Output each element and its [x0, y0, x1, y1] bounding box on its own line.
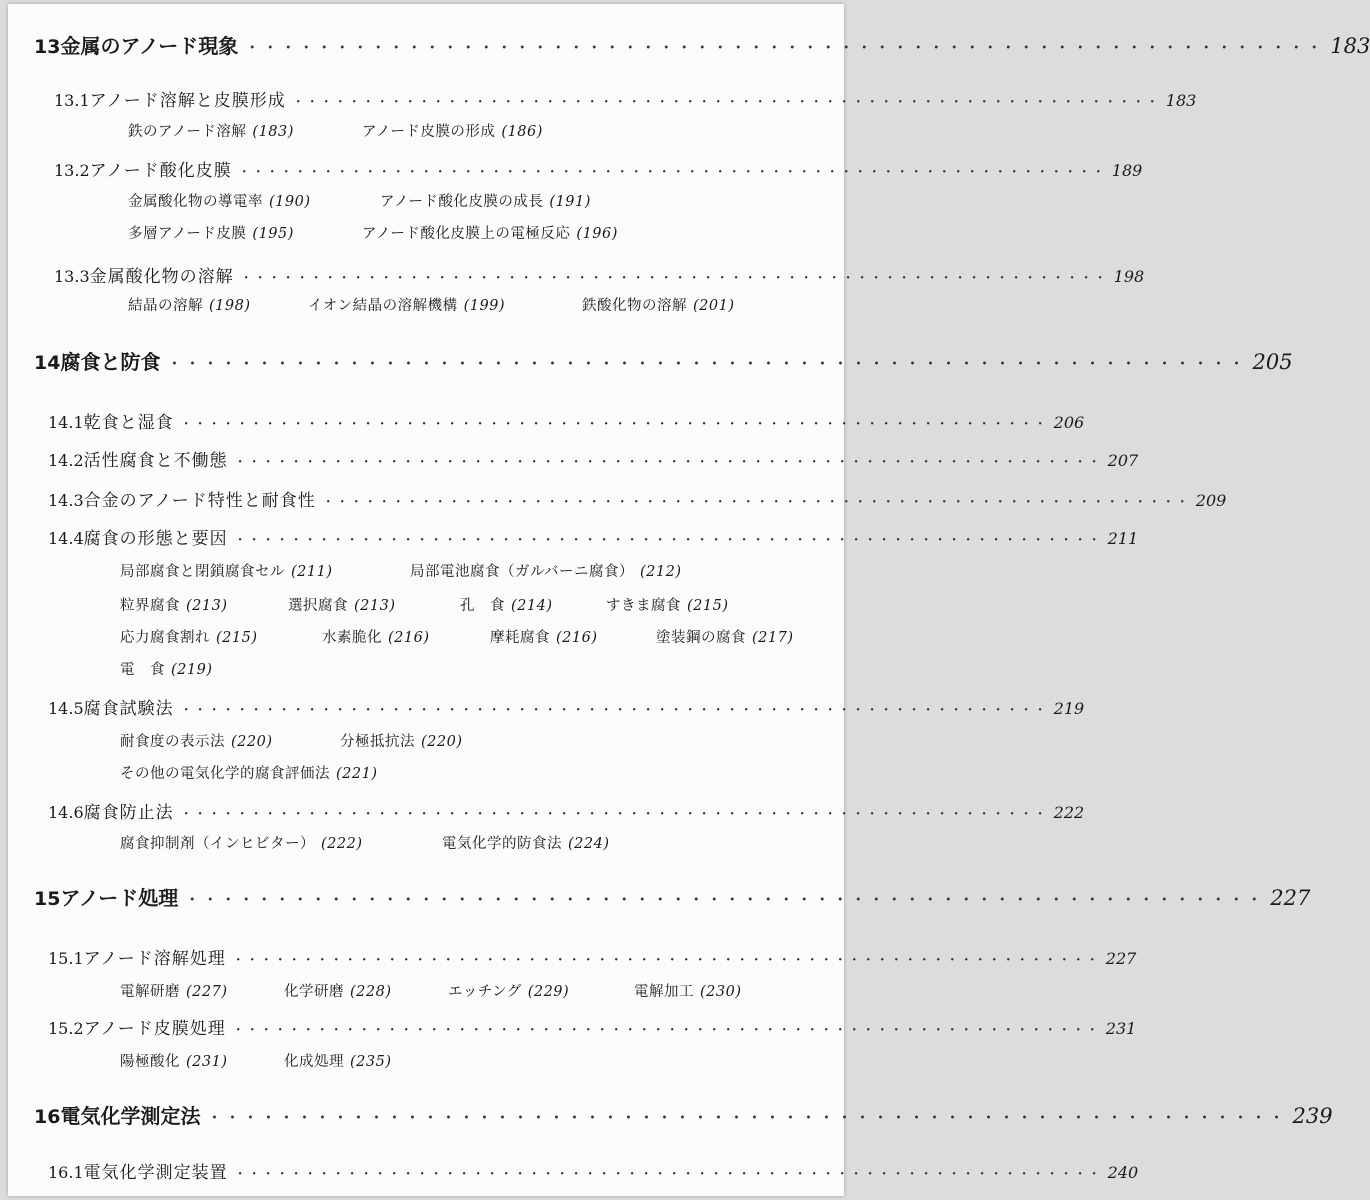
subtopic-title: 電 食 — [120, 662, 165, 678]
subtopic — [490, 626, 598, 647]
section-page: 211 — [1107, 529, 1139, 548]
subtopic-title: 塗装鋼の腐食 — [656, 630, 746, 646]
leader-dots: ・・・・・・・・・・・・・・・・・・・・・・・・・・・・・・・・・・・・・・・・・・・・・・・・・・・・・・・・・・・・・・ — [233, 455, 1102, 470]
subtopic — [128, 190, 311, 211]
section-title: アノード皮膜処理 — [83, 1019, 226, 1039]
leader-dots: ・・・・・・・・・・・・・・・・・・・・・・・・・・・・・・・・・・・・・・・・・・・・・・・・・・・・・・・・・・・・ — [244, 38, 1325, 57]
chapter-title: 電気化学測定法 — [60, 1104, 201, 1128]
section-entry — [48, 486, 1227, 511]
section-title: 金属酸化物の溶解 — [89, 267, 234, 287]
section-number: 14.6 — [48, 803, 84, 822]
subtopic-title: 選択腐食 — [288, 598, 348, 614]
subtopic-title: 鉄のアノード溶解 — [128, 124, 247, 140]
section-entry — [48, 524, 1139, 549]
section-page: 209 — [1195, 491, 1227, 510]
subtopic-page: (213) — [354, 598, 396, 614]
subtopic-page: (183) — [252, 124, 294, 140]
subtopic-page: (230) — [700, 984, 742, 1000]
subtopic-title: アノード酸化皮膜上の電極反応 — [362, 226, 571, 242]
subtopic-page: (216) — [388, 630, 430, 646]
chapter-page: 205 — [1252, 350, 1293, 374]
subtopic — [340, 730, 463, 751]
subtopic — [656, 626, 794, 647]
leader-dots: ・・・・・・・・・・・・・・・・・・・・・・・・・・・・・・・・・・・・・・・・・・・・・・・・・・・・・・・・・・・・ — [166, 354, 1247, 373]
chapter-page: 227 — [1270, 886, 1311, 910]
leader-dots: ・・・・・・・・・・・・・・・・・・・・・・・・・・・・・・・・・・・・・・・・・・・・・・・・・・・・・・・・・・・・・・ — [179, 703, 1048, 718]
subtopic-title: 分極抵抗法 — [340, 734, 415, 750]
subtopic — [288, 594, 396, 615]
leader-dots: ・・・・・・・・・・・・・・・・・・・・・・・・・・・・・・・・・・・・・・・・・・・・・・・・・・・・・・・・・・・・・・ — [179, 807, 1048, 822]
subtopic — [120, 832, 363, 853]
subtopic — [308, 294, 505, 315]
section-number: 14.4 — [48, 529, 84, 548]
subtopic — [448, 980, 569, 1001]
subtopic-page: (222) — [321, 836, 363, 852]
subtopic-title: 鉄酸化物の溶解 — [582, 298, 687, 314]
subtopic-title: 腐食抑制剤（インヒビター） — [120, 836, 315, 852]
leader-dots: ・・・・・・・・・・・・・・・・・・・・・・・・・・・・・・・・・・・・・・・・・・・・・・・・・・・・・・・・・・・・・・ — [233, 1167, 1102, 1182]
subtopic-title: 電解研磨 — [120, 984, 180, 1000]
subtopic — [582, 294, 735, 315]
section-title: 合金のアノード特性と耐食性 — [83, 491, 316, 511]
subtopic-page: (196) — [576, 226, 618, 242]
subtopic — [606, 594, 729, 615]
section-number: 14.5 — [48, 699, 84, 718]
subtopic-page: (219) — [171, 662, 213, 678]
subtopic-page: (216) — [556, 630, 598, 646]
section-page: 183 — [1165, 91, 1197, 110]
subtopic — [120, 762, 378, 783]
section-title: 腐食の形態と要因 — [83, 529, 228, 549]
subtopic-page: (211) — [291, 564, 333, 580]
subtopic-page: (217) — [752, 630, 794, 646]
section-title: 腐食防止法 — [83, 803, 174, 823]
subtopic — [284, 980, 392, 1001]
subtopic-page: (235) — [350, 1054, 392, 1070]
subtopic-page: (214) — [511, 598, 553, 614]
subtopic — [120, 594, 228, 615]
section-title: アノード溶解と皮膜形成 — [89, 91, 286, 111]
section-entry — [48, 694, 1085, 719]
subtopic — [120, 626, 258, 647]
subtopic-page: (198) — [209, 298, 251, 314]
section-number: 16.1 — [48, 1163, 84, 1182]
subtopic-title: 化成処理 — [284, 1054, 344, 1070]
subtopic — [128, 120, 294, 141]
subtopic-page: (220) — [231, 734, 273, 750]
subtopic — [128, 222, 294, 243]
subtopic — [442, 832, 610, 853]
subtopic-page: (231) — [186, 1054, 228, 1070]
subtopic-page: (224) — [568, 836, 610, 852]
section-title: アノード酸化皮膜 — [89, 161, 232, 181]
subtopic-title: アノード酸化皮膜の成長 — [380, 194, 544, 210]
section-number: 14.3 — [48, 491, 84, 510]
section-title: 腐食試験法 — [83, 699, 174, 719]
subtopic-page: (199) — [463, 298, 506, 314]
subtopic-title: イオン結晶の溶解機構 — [308, 298, 458, 314]
section-entry — [48, 1158, 1139, 1183]
subtopic — [322, 626, 430, 647]
chapter-page: 183 — [1330, 34, 1370, 58]
subtopic-page: (212) — [639, 564, 682, 580]
section-entry — [54, 86, 1197, 111]
chapter-entry — [34, 1100, 1333, 1129]
section-page: 198 — [1113, 267, 1145, 286]
subtopic — [410, 560, 681, 581]
subtopic — [120, 658, 213, 679]
section-title: アノード溶解処理 — [83, 949, 226, 969]
subtopic-title: エッチング — [448, 984, 522, 1000]
leader-dots: ・・・・・・・・・・・・・・・・・・・・・・・・・・・・・・・・・・・・・・・・・・・・・・・・・・・・・・・・・・・・・・ — [237, 165, 1106, 180]
section-entry — [48, 446, 1139, 471]
subtopic-title: 水素脆化 — [322, 630, 382, 646]
subtopic — [634, 980, 742, 1001]
section-page: 189 — [1111, 161, 1143, 180]
subtopic — [380, 190, 591, 211]
leader-dots: ・・・・・・・・・・・・・・・・・・・・・・・・・・・・・・・・・・・・・・・・・・・・・・・・・・・・・・・・・・・・・・ — [239, 271, 1108, 286]
subtopic — [120, 1050, 228, 1071]
section-number: 15.2 — [48, 1019, 84, 1038]
chapter-number: 15 — [34, 888, 61, 910]
subtopic-title: 陽極酸化 — [120, 1054, 180, 1070]
subtopic-page: (186) — [501, 124, 543, 140]
subtopic — [120, 980, 228, 1001]
section-page: 231 — [1105, 1019, 1137, 1038]
subtopic-page: (215) — [216, 630, 258, 646]
chapter-number: 13 — [34, 36, 61, 58]
chapter-entry — [34, 346, 1293, 375]
section-page: 240 — [1107, 1163, 1139, 1182]
subtopic-title: 電気化学的防食法 — [442, 836, 562, 852]
subtopic-title: 多層アノード皮膜 — [128, 226, 247, 242]
subtopic-title: 化学研磨 — [284, 984, 344, 1000]
leader-dots: ・・・・・・・・・・・・・・・・・・・・・・・・・・・・・・・・・・・・・・・・・・・・・・・・・・・・・・・・・・・・・・ — [321, 495, 1190, 510]
section-title: 乾食と湿食 — [83, 413, 174, 433]
subtopic-page: (228) — [350, 984, 392, 1000]
subtopic-page: (195) — [252, 226, 294, 242]
chapter-title: アノード処理 — [60, 886, 179, 910]
section-number: 14.2 — [48, 451, 84, 470]
subtopic-title: その他の電気化学的腐食評価法 — [120, 766, 330, 782]
section-page: 207 — [1107, 451, 1139, 470]
subtopic — [120, 730, 273, 751]
leader-dots: ・・・・・・・・・・・・・・・・・・・・・・・・・・・・・・・・・・・・・・・・・・・・・・・・・・・・・・・・・・・・・・ — [231, 1023, 1100, 1038]
subtopic-page: (213) — [186, 598, 228, 614]
section-entry — [48, 798, 1085, 823]
subtopic-title: 耐食度の表示法 — [120, 734, 225, 750]
section-entry — [48, 1014, 1137, 1039]
section-entry — [48, 944, 1137, 969]
subtopic-title: 局部電池腐食（ガルバーニ腐食） — [410, 564, 634, 580]
subtopic-title: すきま腐食 — [606, 598, 681, 614]
subtopic-title: 金属酸化物の導電率 — [128, 194, 263, 210]
subtopic-title: 結晶の溶解 — [128, 298, 203, 314]
leader-dots: ・・・・・・・・・・・・・・・・・・・・・・・・・・・・・・・・・・・・・・・・・・・・・・・・・・・・・・・・・・・・・・ — [231, 953, 1100, 968]
subtopic-page: (221) — [336, 766, 378, 782]
subtopic — [362, 222, 618, 243]
section-page: 222 — [1053, 803, 1085, 822]
section-entry — [54, 262, 1145, 287]
section-title: 活性腐食と不働態 — [83, 451, 228, 471]
chapter-number: 16 — [34, 1106, 61, 1128]
subtopic — [284, 1050, 392, 1071]
subtopic-title: 摩耗腐食 — [490, 630, 550, 646]
section-number: 13.1 — [54, 91, 90, 110]
subtopic-page: (190) — [269, 194, 311, 210]
subtopic-title: 電解加工 — [634, 984, 694, 1000]
subtopic — [128, 294, 251, 315]
subtopic-page: (215) — [687, 598, 729, 614]
subtopic — [120, 560, 333, 581]
section-number: 15.1 — [48, 949, 84, 968]
subtopic-page: (191) — [549, 194, 591, 210]
chapter-entry — [34, 30, 1370, 59]
section-entry — [48, 408, 1085, 433]
chapter-number: 14 — [34, 352, 61, 374]
subtopic-page: (227) — [186, 984, 228, 1000]
toc-page — [8, 4, 1370, 1196]
leader-dots: ・・・・・・・・・・・・・・・・・・・・・・・・・・・・・・・・・・・・・・・・・・・・・・・・・・・・・・・・・・・・・・ — [179, 417, 1048, 432]
section-title: 電気化学測定装置 — [83, 1163, 228, 1183]
subtopic — [362, 120, 543, 141]
chapter-page: 239 — [1292, 1104, 1333, 1128]
subtopic-title: 局部腐食と閉鎖腐食セル — [120, 564, 285, 580]
leader-dots: ・・・・・・・・・・・・・・・・・・・・・・・・・・・・・・・・・・・・・・・・・・・・・・・・・・・・・・・・・・・・・・ — [233, 533, 1102, 548]
section-entry — [54, 156, 1143, 181]
subtopic-page: (220) — [421, 734, 463, 750]
subtopic-title: 粒界腐食 — [120, 598, 180, 614]
section-number: 13.3 — [54, 267, 90, 286]
chapter-title: 腐食と防食 — [60, 350, 161, 374]
leader-dots: ・・・・・・・・・・・・・・・・・・・・・・・・・・・・・・・・・・・・・・・・・・・・・・・・・・・・・・・・・・・・ — [206, 1108, 1287, 1127]
chapter-entry — [34, 882, 1311, 911]
leader-dots: ・・・・・・・・・・・・・・・・・・・・・・・・・・・・・・・・・・・・・・・・・・・・・・・・・・・・・・・・・・・・・・ — [291, 95, 1160, 110]
subtopic-title: 孔 食 — [460, 598, 505, 614]
section-number: 13.2 — [54, 161, 90, 180]
subtopic — [460, 594, 553, 615]
section-number: 14.1 — [48, 413, 84, 432]
subtopic-title: 応力腐食割れ — [120, 630, 210, 646]
subtopic-page: (201) — [693, 298, 735, 314]
leader-dots: ・・・・・・・・・・・・・・・・・・・・・・・・・・・・・・・・・・・・・・・・・・・・・・・・・・・・・・・・・・・・ — [184, 890, 1265, 909]
section-page: 227 — [1105, 949, 1137, 968]
section-page: 206 — [1053, 413, 1085, 432]
subtopic-page: (229) — [527, 984, 570, 1000]
chapter-title: 金属のアノード現象 — [60, 34, 239, 58]
subtopic-title: アノード皮膜の形成 — [362, 124, 496, 140]
section-page: 219 — [1053, 699, 1085, 718]
